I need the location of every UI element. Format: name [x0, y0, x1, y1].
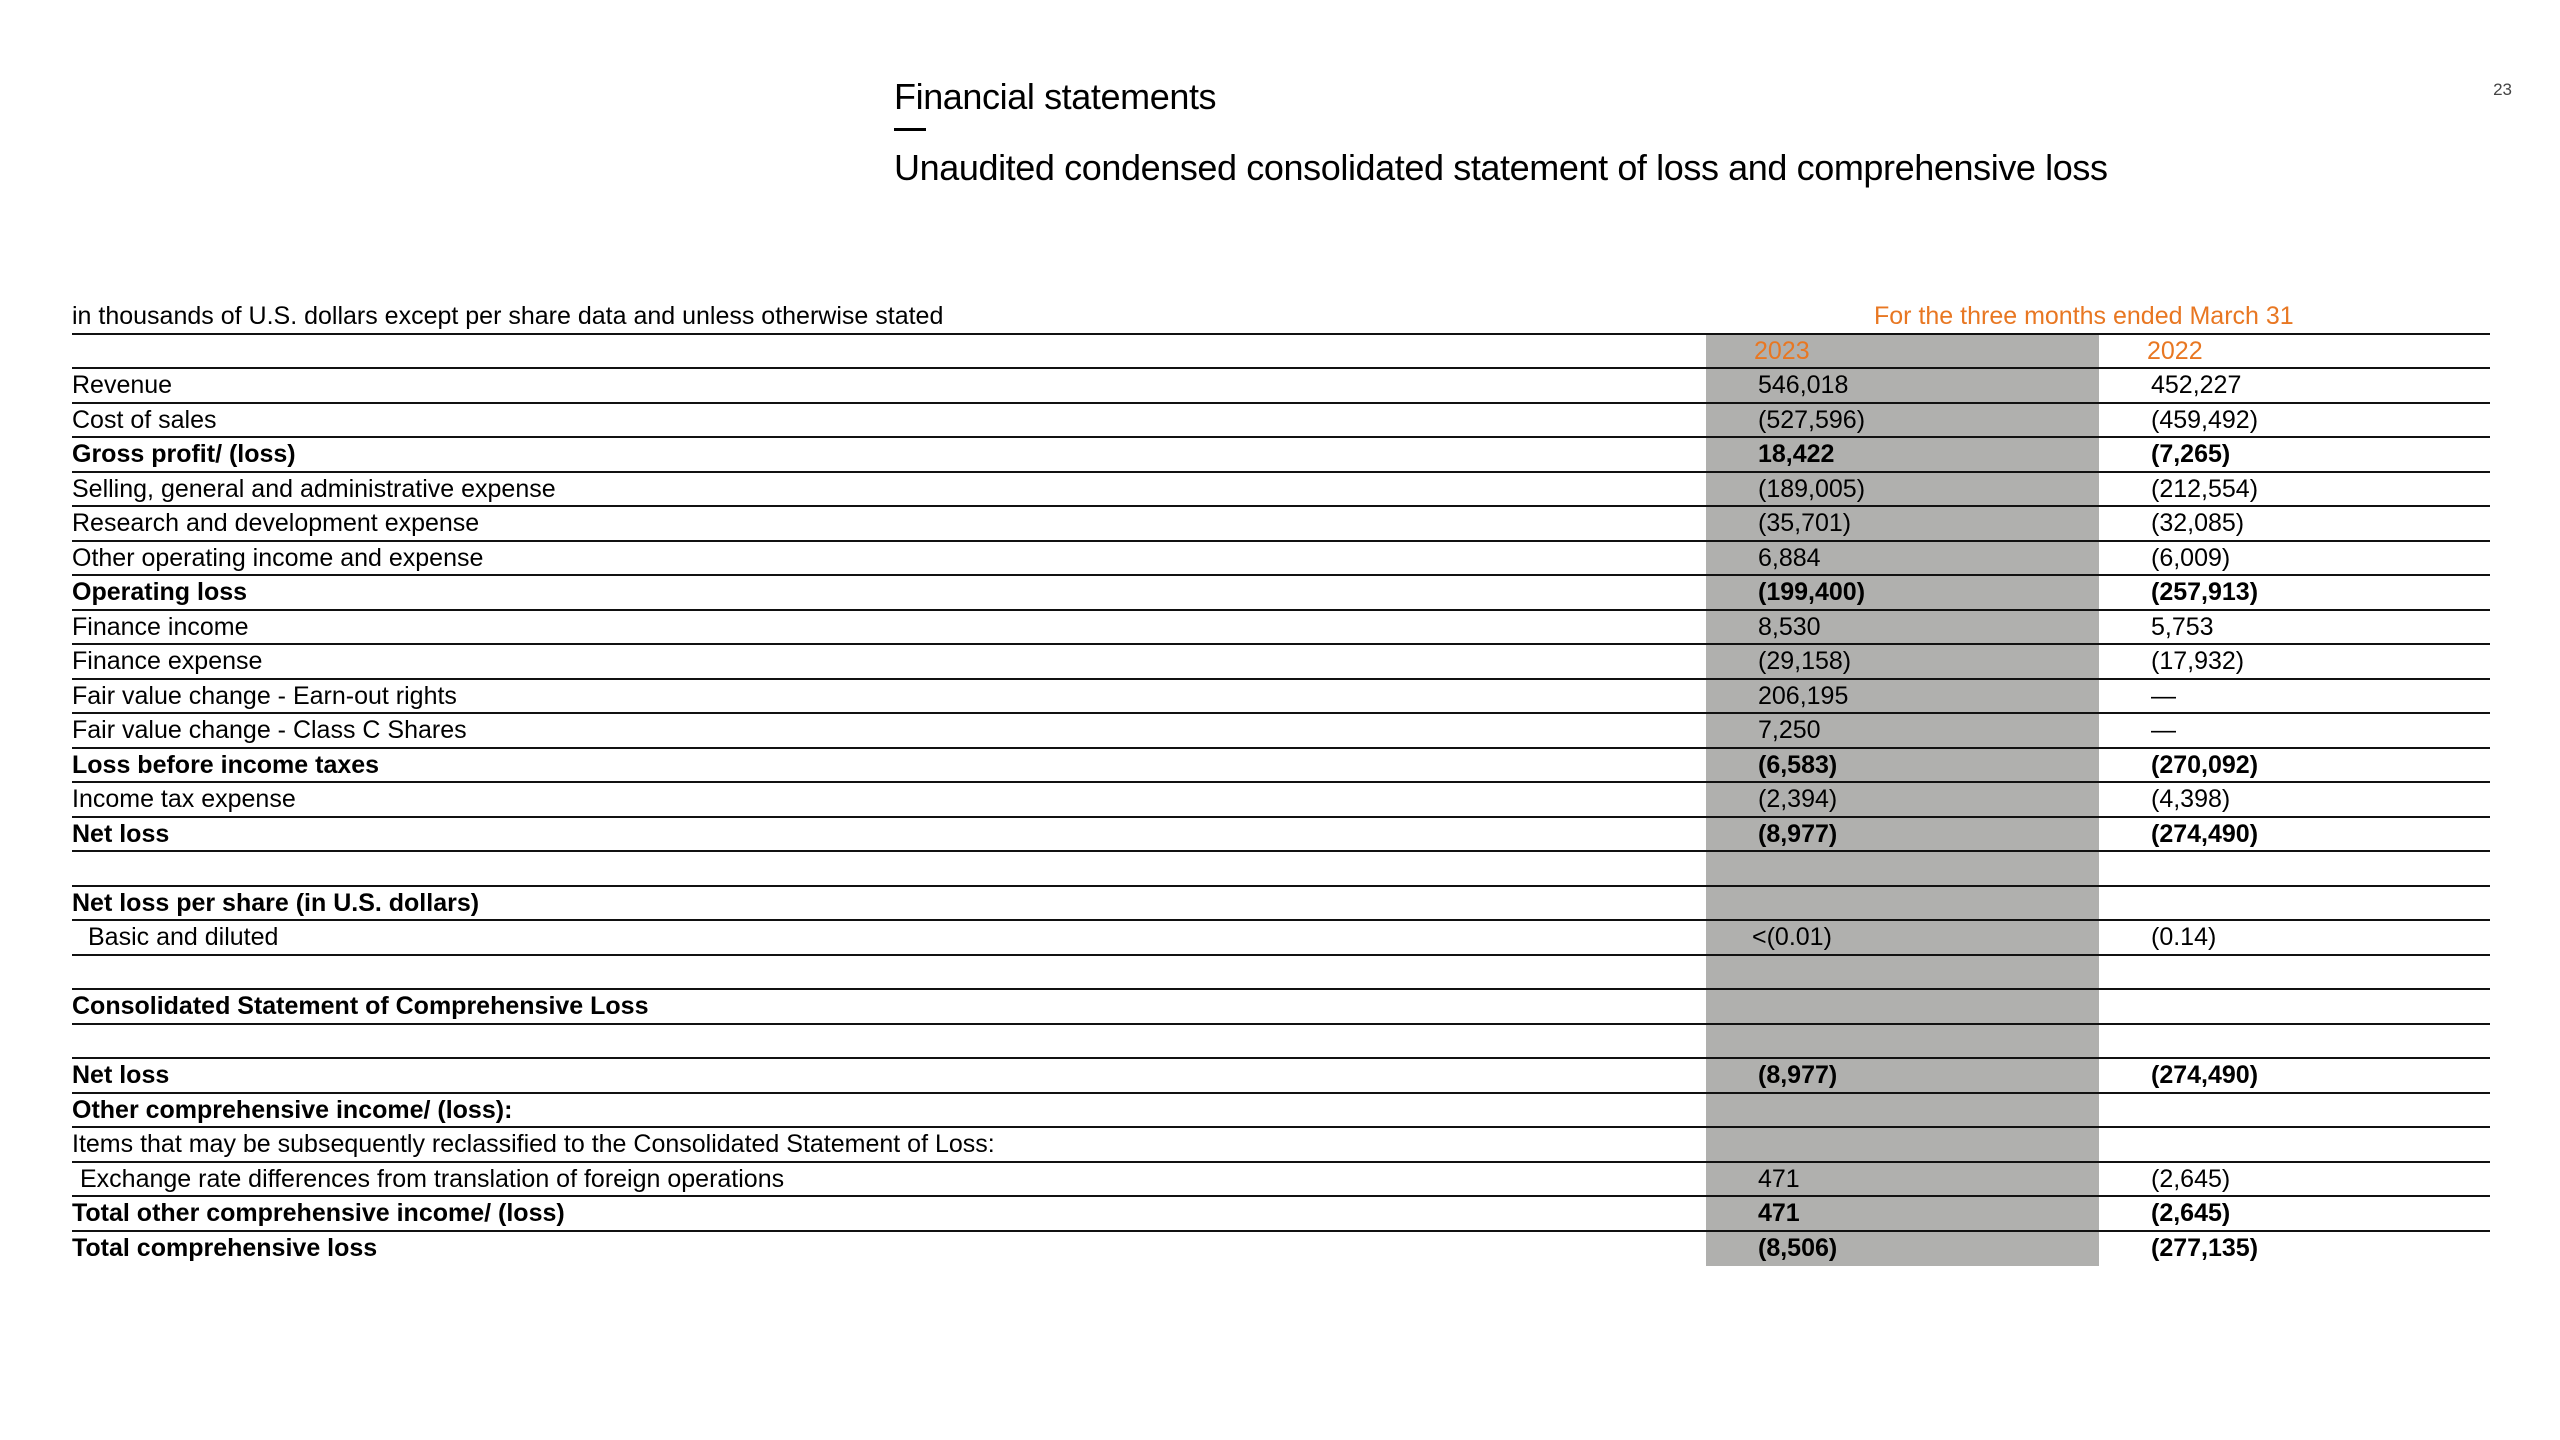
table-row-comprehensive-heading — [72, 990, 2490, 1025]
row-label: Other comprehensive income/ (loss): — [72, 1095, 513, 1124]
row-label: Total other comprehensive income/ (loss) — [72, 1199, 565, 1227]
value-2022: (17,932) — [2151, 647, 2245, 675]
value-2022 — [2099, 1094, 2490, 1127]
value-2023: (527,596) — [1706, 404, 2099, 437]
value-2022: (274,490) — [2151, 1061, 2259, 1089]
row-label: Fair value change - Class C Shares — [72, 716, 467, 744]
value-2023 — [1706, 1094, 2099, 1127]
value-2023: 546,018 — [1706, 369, 2099, 402]
row-label: Cost of sales — [72, 405, 217, 434]
value-2022: (277,135) — [2151, 1233, 2259, 1262]
value-2022: (4,398) — [2151, 785, 2231, 813]
row-label: Net loss — [72, 819, 170, 848]
table-row-fv-earnout — [72, 680, 2490, 715]
value-2022: 452,227 — [2151, 371, 2242, 399]
value-2023: (35,701) — [1706, 507, 2099, 540]
row-label: Loss before income taxes — [72, 750, 380, 779]
table-row-rnd-expense — [72, 507, 2490, 542]
value-2023: (29,158) — [1706, 645, 2099, 678]
value-2022: (2,645) — [2151, 1199, 2231, 1227]
table-row-income-tax — [72, 783, 2490, 818]
value-2023: (8,977) — [1706, 1059, 2099, 1092]
table-row-eps-heading — [72, 887, 2490, 922]
table-row-other-operating — [72, 542, 2490, 577]
table-row-net-loss — [72, 818, 2490, 853]
value-2022 — [2099, 956, 2490, 989]
row-label: Selling, general and administrative expense — [72, 474, 556, 503]
row-label: Revenue — [72, 371, 173, 399]
table-row-sga-expense — [72, 473, 2490, 508]
value-2023 — [1706, 852, 2099, 885]
value-2022 — [2099, 852, 2490, 885]
table-row-total-oci — [72, 1197, 2490, 1232]
value-2022 — [2099, 990, 2490, 1023]
value-2023 — [1706, 990, 2099, 1023]
value-2022: (2,645) — [2151, 1164, 2231, 1193]
value-2023: (8,977) — [1706, 818, 2099, 851]
row-label: Income tax expense — [72, 785, 296, 813]
year-header-row — [72, 335, 2490, 370]
table-row-exchange-rate — [72, 1163, 2490, 1198]
value-2023 — [1706, 1025, 2099, 1058]
value-2023: (8,506) — [1706, 1232, 2099, 1267]
units-note: in thousands of U.S. dollars except per share data and unless otherwise stated — [72, 302, 944, 330]
row-label: Total comprehensive loss — [72, 1233, 378, 1262]
value-2023: 18,422 — [1706, 438, 2099, 471]
table-row-operating-loss — [72, 576, 2490, 611]
value-2022 — [2099, 887, 2490, 920]
value-2022: (274,490) — [2151, 819, 2259, 848]
value-2022: (0.14) — [2151, 923, 2217, 951]
page-title: Financial statements — [894, 76, 1217, 117]
table-row-oci-heading — [72, 1094, 2490, 1129]
value-2023 — [1706, 1128, 2099, 1161]
table-row-finance-expense — [72, 645, 2490, 680]
value-2023: 6,884 — [1706, 542, 2099, 575]
statement-table — [72, 300, 2490, 1266]
row-label: Gross profit/ (loss) — [72, 440, 296, 468]
table-row-fv-class-c — [72, 714, 2490, 749]
value-2022: (32,085) — [2151, 509, 2245, 537]
row-label: Net loss — [72, 1061, 170, 1089]
row-label: Consolidated Statement of Comprehensive Loss — [72, 992, 649, 1020]
period-label: For the three months ended March 31 — [1874, 302, 2294, 330]
page-subtitle: Unaudited condensed consolidated statement of loss and comprehensive loss — [894, 147, 2108, 188]
value-2022: — — [2151, 681, 2176, 710]
page-number: 23 — [2493, 80, 2512, 99]
value-2023: 8,530 — [1706, 611, 2099, 644]
row-label: Items that may be subsequently reclassified to the Consolidated Statement of Loss: — [72, 1130, 995, 1158]
value-2023: 206,195 — [1706, 680, 2099, 713]
value-2023: (199,400) — [1706, 576, 2099, 609]
value-2023: (6,583) — [1706, 749, 2099, 782]
value-2022: (459,492) — [2151, 405, 2259, 434]
row-label: Exchange rate differences from translation of foreign operations — [80, 1164, 785, 1193]
value-2023: 471 — [1706, 1197, 2099, 1230]
table-row-reclassified-items — [72, 1128, 2490, 1163]
table-row-total-comprehensive-loss — [72, 1232, 2490, 1267]
row-label: Other operating income and expense — [72, 543, 484, 572]
table-row-spacer — [72, 852, 2490, 887]
page-heading — [894, 74, 2394, 191]
row-label: Finance income — [72, 612, 249, 641]
value-2022: 5,753 — [2151, 612, 2214, 641]
table-row-spacer — [72, 956, 2490, 991]
table-row-loss-before-tax — [72, 749, 2490, 784]
title-divider — [894, 128, 926, 131]
table-row-revenue — [72, 369, 2490, 404]
value-2023 — [1706, 887, 2099, 920]
value-2023 — [1706, 956, 2099, 989]
value-2022: (257,913) — [2151, 578, 2259, 606]
year-2022-header: 2022 — [2147, 336, 2203, 365]
value-2023: 471 — [1706, 1163, 2099, 1196]
table-row-gross-profit — [72, 438, 2490, 473]
year-2023-header: 2023 — [1706, 335, 2099, 368]
value-2022: (212,554) — [2151, 474, 2259, 503]
value-2023: (2,394) — [1706, 783, 2099, 816]
table-row-finance-income — [72, 611, 2490, 646]
row-label: Operating loss — [72, 578, 248, 606]
table-row-net-loss-oci — [72, 1059, 2490, 1094]
value-2022: (6,009) — [2151, 543, 2231, 572]
table-header-row — [72, 300, 2490, 335]
row-label: Fair value change - Earn-out rights — [72, 681, 457, 710]
row-label: Net loss per share (in U.S. dollars) — [72, 888, 480, 917]
table-row-spacer — [72, 1025, 2490, 1060]
value-2022 — [2099, 1128, 2490, 1161]
value-2022: (270,092) — [2151, 750, 2259, 779]
value-2023: 7,250 — [1706, 714, 2099, 747]
table-row-cost-of-sales — [72, 404, 2490, 439]
row-label: Research and development expense — [72, 509, 480, 537]
table-row-basic-diluted — [72, 921, 2490, 956]
value-2022: (7,265) — [2151, 440, 2231, 468]
row-label: Finance expense — [72, 647, 263, 675]
value-2023: <(0.01) — [1706, 921, 2099, 954]
value-2022 — [2099, 1025, 2490, 1058]
value-2022: — — [2151, 716, 2176, 744]
value-2023: (189,005) — [1706, 473, 2099, 506]
row-label: Basic and diluted — [88, 923, 279, 951]
